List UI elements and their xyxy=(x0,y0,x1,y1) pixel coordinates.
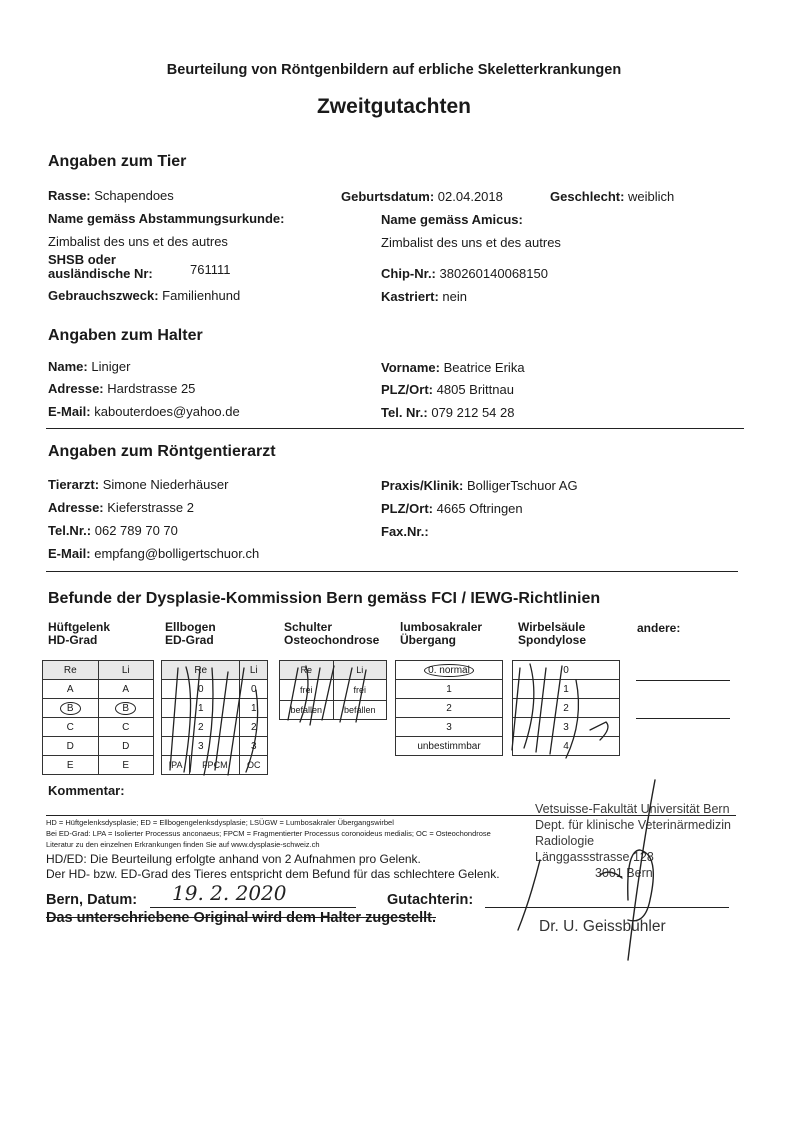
ws-4: 4 xyxy=(513,737,620,756)
halter-adresse-field: Adresse: Hardstrasse 25 xyxy=(48,381,196,396)
geburtsdatum-field: Geburtsdatum: 02.04.2018 xyxy=(341,189,503,204)
kommentar-label: Kommentar: xyxy=(48,783,125,798)
ed-li-0: 0 xyxy=(240,680,268,699)
signer-name: Dr. U. Geissbühler xyxy=(539,918,666,935)
name-abstammung-label: Name gemäss Abstammungsurkunde: xyxy=(48,211,285,226)
hd-re-b-circled: B xyxy=(43,699,99,718)
halter-email-field: E-Mail: kabouterdoes@yahoo.de xyxy=(48,404,240,419)
arzt-plz-field: PLZ/Ort: 4665 Oftringen xyxy=(381,501,523,516)
shsb-label: SHSB oder ausländische Nr: xyxy=(48,252,153,281)
lu-normal-circled: 0. normal xyxy=(396,661,503,680)
name-amicus-label: Name gemäss Amicus: xyxy=(381,212,523,227)
arzt-email-field: E-Mail: empfang@bolligertschuor.ch xyxy=(48,546,260,561)
stamp-line-5: 3001 Bern xyxy=(595,866,653,880)
gebrauchszweck-field: Gebrauchszweck: Familienhund xyxy=(48,288,241,303)
ed-re-1: 1 xyxy=(162,699,240,718)
hd-li-b-circled: B xyxy=(98,699,154,718)
hd-re-a: A xyxy=(43,680,99,699)
section-arzt-heading: Angaben zum Röntgentierarzt xyxy=(48,443,276,460)
hd-li-e: E xyxy=(98,756,154,775)
hd-head-li: Li xyxy=(98,661,154,680)
hd-re-c: C xyxy=(43,718,99,737)
kastriert-field: Kastriert: nein xyxy=(381,289,467,304)
ed-li-1: 1 xyxy=(240,699,268,718)
ed-re-2: 2 xyxy=(162,718,240,737)
document-subtitle: Zweitgutachten xyxy=(316,95,471,118)
document-title: Beurteilung von Röntgenbildern auf erbliche Skeletterkrankungen xyxy=(166,62,622,78)
ed-re-3: 3 xyxy=(162,737,240,756)
section-halter-heading: Angaben zum Halter xyxy=(48,327,203,344)
gutachterin-label: Gutachterin: xyxy=(387,892,474,908)
oc-re-frei: frei xyxy=(280,680,334,701)
ed-foot-ipa: IPA xyxy=(162,756,190,775)
footnote-2: Bei ED-Grad: LPA = Isolierter Processus anconaeus; FPCM = Fragmentierter Processus coronoideus medialis; OC = Osteochondrose xyxy=(46,829,491,838)
col-andere-heading: andere: xyxy=(637,621,681,635)
rasse-field: Rasse: Schapendoes xyxy=(48,188,174,203)
stamp-line-2: Dept. für klinische Veterinärmedizin xyxy=(535,818,731,832)
geschlecht-field: Geschlecht: weiblich xyxy=(550,189,675,204)
hd-head-re: Re xyxy=(43,661,99,680)
oc-re-befallen: befallen xyxy=(280,701,334,720)
signature-tail xyxy=(518,860,540,930)
original-note: Das unterschriebene Original wird dem Halter zugestellt. xyxy=(46,910,436,926)
arzt-tel-field: Tel.Nr.: 062 789 70 70 xyxy=(48,523,178,538)
halter-tel-field: Tel. Nr.: 079 212 54 28 xyxy=(381,405,515,420)
section-tier-heading: Angaben zum Tier xyxy=(48,153,187,170)
ed-li-2: 2 xyxy=(240,718,268,737)
col-hd-heading: Hüftgelenk HD-Grad xyxy=(48,620,111,647)
footnote-1: HD = Hüftgelenksdysplasie; ED = Ellbogengelenksdysplasie; LSÜGW = Lumbosakraler Übergangswirbel xyxy=(46,818,394,827)
col-ws-heading: Wirbelsäule Spondylose xyxy=(518,620,587,647)
ed-head-li: Li xyxy=(240,661,268,680)
datum-handwritten: 19. 2. 2020 xyxy=(172,881,287,905)
ort-datum-label: Bern, Datum: xyxy=(46,892,138,908)
ws-0: 0 xyxy=(513,661,620,680)
ws-3: 3 xyxy=(513,718,620,737)
col-oc-heading: Schulter Osteochondrose xyxy=(284,620,380,647)
ed-head-re: Re xyxy=(162,661,240,680)
ed-re-0: 0 xyxy=(162,680,240,699)
section-befunde-heading: Befunde der Dysplasie-Kommission Bern gemäss FCI / IEWG-Richtlinien xyxy=(48,590,601,607)
halter-vorname-field: Vorname: Beatrice Erika xyxy=(381,360,525,375)
name-amicus-value: Zimbalist des uns et des autres xyxy=(381,235,561,250)
col-lu-heading: lumbosakraler Übergang xyxy=(400,620,483,647)
ed-li-3: 3 xyxy=(240,737,268,756)
stamp-line-4: Länggassstrasse 128 xyxy=(535,850,654,864)
hd-re-d: D xyxy=(43,737,99,756)
chip-field: Chip-Nr.: 380260140068150 xyxy=(381,266,548,281)
hded-note-2: Der HD- bzw. ED-Grad des Tieres entspricht dem Befund für das schlechtere Gelenk. xyxy=(46,867,500,881)
stamp-line-1: Vetsuisse-Fakultät Universität Bern xyxy=(535,802,730,816)
lu-unbestimmbar: unbestimmbar xyxy=(396,737,503,756)
oc-li-befallen: befallen xyxy=(333,701,387,720)
ws-1: 1 xyxy=(513,680,620,699)
lu-1: 1 xyxy=(396,680,503,699)
oc-li-frei: frei xyxy=(333,680,387,701)
oc-head-re: Re xyxy=(280,661,334,680)
ed-foot-oc: OC xyxy=(240,756,268,775)
arzt-praxis-field: Praxis/Klinik: BolligerTschuor AG xyxy=(381,478,578,493)
oc-head-li: Li xyxy=(333,661,387,680)
name-abstammung-value: Zimbalist des uns et des autres xyxy=(48,234,228,249)
signature-stroke xyxy=(600,780,655,960)
arzt-name-field: Tierarzt: Simone Niederhäuser xyxy=(48,477,229,492)
col-ed-heading: Ellbogen ED-Grad xyxy=(165,620,216,647)
arzt-fax-label: Fax.Nr.: xyxy=(381,524,429,539)
footnote-3: Literatur zu den einzelnen Erkrankungen finden Sie auf www.dysplasie-schweiz.ch xyxy=(46,840,320,849)
halter-name-field: Name: Liniger xyxy=(48,359,131,374)
shsb-value: 761111 xyxy=(190,262,231,277)
ws-2: 2 xyxy=(513,699,620,718)
hded-note-1: HD/ED: Die Beurteilung erfolgte anhand von 2 Aufnahmen pro Gelenk. xyxy=(46,852,421,866)
ed-foot-fpcm: FPCM xyxy=(190,756,240,775)
arzt-adresse-field: Adresse: Kieferstrasse 2 xyxy=(48,500,194,515)
halter-plz-field: PLZ/Ort: 4805 Brittnau xyxy=(381,382,514,397)
hd-li-c: C xyxy=(98,718,154,737)
hd-li-a: A xyxy=(98,680,154,699)
lu-3: 3 xyxy=(396,718,503,737)
hd-li-d: D xyxy=(98,737,154,756)
stamp-line-3: Radiologie xyxy=(535,834,595,848)
lu-2: 2 xyxy=(396,699,503,718)
hd-re-e: E xyxy=(43,756,99,775)
